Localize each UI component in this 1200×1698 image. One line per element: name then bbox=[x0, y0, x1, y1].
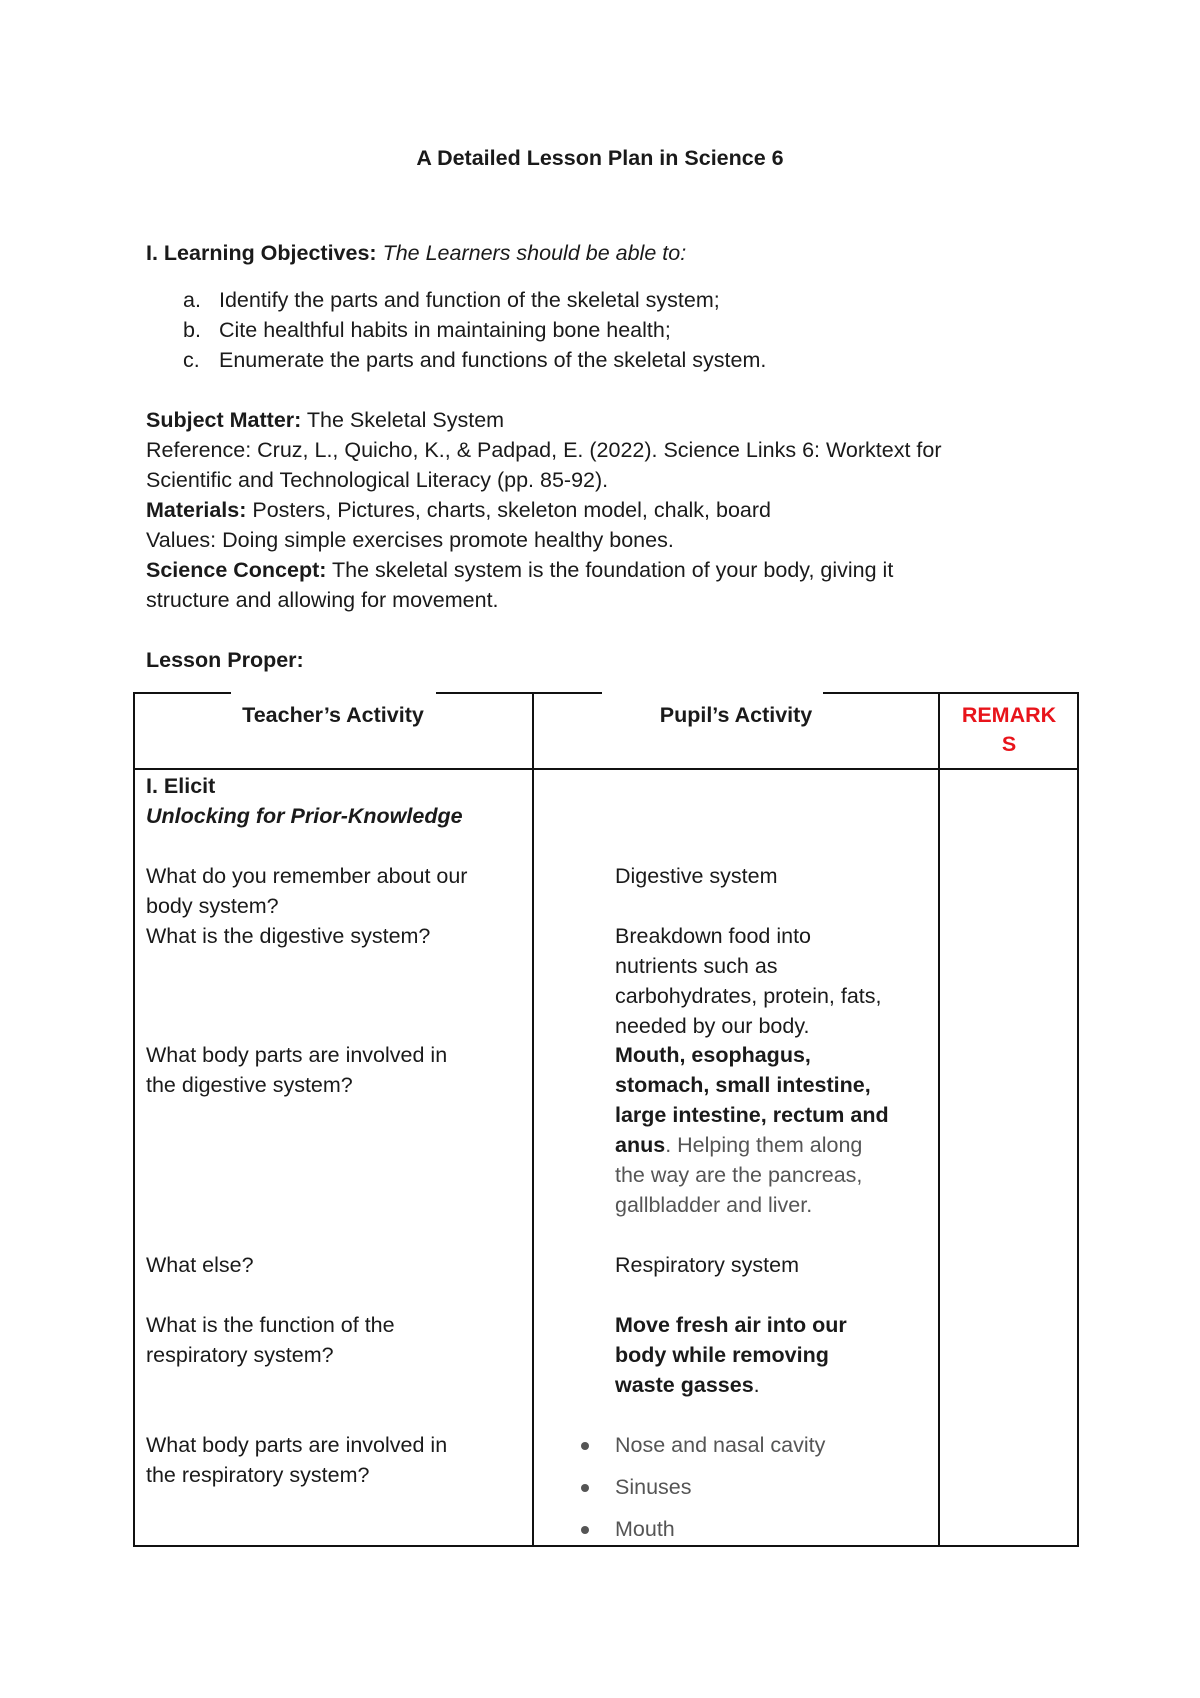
bullet-item bbox=[581, 1430, 589, 1460]
top-border-seg bbox=[1059, 692, 1079, 694]
pupil-bullet-3: Mouth bbox=[615, 1517, 675, 1541]
bullet-item bbox=[581, 1514, 589, 1544]
elicit-heading: I. Elicit bbox=[146, 774, 216, 798]
pupil-a2-line-3: carbohydrates, protein, fats, bbox=[615, 984, 882, 1008]
pupil-a3-line-4-rest: . Helping them along bbox=[665, 1133, 863, 1157]
pupil-a2-line-1: Breakdown food into bbox=[615, 924, 812, 948]
objectives-heading bbox=[146, 238, 686, 268]
pupil-a5-period: . bbox=[753, 1373, 760, 1397]
materials bbox=[146, 495, 771, 525]
teacher-q5-line-1: What is the function of the bbox=[146, 1313, 395, 1337]
teacher-q6-line-2: the respiratory system? bbox=[146, 1463, 370, 1487]
top-border-seg bbox=[133, 692, 231, 694]
objective-b-letter: b. bbox=[183, 318, 201, 342]
materials-value: Posters, Pictures, charts, skeleton model, chalk, board bbox=[252, 498, 771, 522]
objective-a-letter: a. bbox=[183, 288, 201, 312]
teacher-q1-line-1: What do you remember about our bbox=[146, 864, 468, 888]
pupil-a3-line-1: Mouth, esophagus, bbox=[615, 1043, 811, 1067]
teacher-q5-line-2: respiratory system? bbox=[146, 1343, 334, 1367]
top-border-seg bbox=[436, 692, 602, 694]
table-border-bottom bbox=[133, 1545, 1079, 1547]
pupil-a1: Digestive system bbox=[615, 864, 778, 888]
pupil-bullet-1: Nose and nasal cavity bbox=[615, 1433, 826, 1457]
pupil-a5-line-2: body while removing bbox=[615, 1343, 829, 1367]
teacher-q4: What else? bbox=[146, 1253, 254, 1277]
teacher-q3-line-2: the digestive system? bbox=[146, 1073, 353, 1097]
header-row-divider bbox=[133, 768, 1079, 770]
science-concept bbox=[146, 555, 893, 585]
bullet-dot-icon bbox=[581, 1442, 589, 1450]
header-remarks-line-1: REMARK bbox=[961, 703, 1057, 727]
pupil-a5-waste: waste gasses bbox=[615, 1373, 754, 1397]
concept-line-1: The skeletal system is the foundation of your body, giving it bbox=[332, 558, 894, 582]
pupil-a2-line-2: nutrients such as bbox=[615, 954, 778, 978]
subject-matter bbox=[146, 405, 504, 435]
concept-line-2: structure and allowing for movement. bbox=[146, 588, 499, 612]
top-border-seg bbox=[823, 692, 1075, 694]
objective-b-text: Cite healthful habits in maintaining bone health; bbox=[219, 318, 671, 342]
header-pupil: Pupil’s Activity bbox=[659, 703, 813, 727]
table-border-right bbox=[1077, 692, 1079, 1547]
objectives-intro: The Learners should be able to: bbox=[382, 241, 687, 265]
materials-label: Materials: bbox=[146, 498, 247, 522]
pupil-a3-line-2: stomach, small intestine, bbox=[615, 1073, 871, 1097]
reference-line-1: Reference: Cruz, L., Quicho, K., & Padpad, E. (2022). Science Links 6: Worktext for bbox=[146, 438, 942, 462]
table-divider-1 bbox=[532, 692, 534, 1547]
table-border-left bbox=[133, 692, 135, 1547]
table-divider-2 bbox=[938, 692, 940, 1547]
bullet-item bbox=[581, 1472, 589, 1502]
lesson-proper-heading: Lesson Proper: bbox=[146, 648, 304, 672]
values-line: Values: Doing simple exercises promote healthy bones. bbox=[146, 528, 674, 552]
subject-value: The Skeletal System bbox=[306, 408, 505, 432]
pupil-a2-line-4: needed by our body. bbox=[615, 1014, 810, 1038]
pupil-a5-line-3 bbox=[615, 1370, 760, 1400]
subject-label: Subject Matter: bbox=[146, 408, 302, 432]
objective-c-letter: c. bbox=[183, 348, 200, 372]
pupil-a3-line-3: large intestine, rectum and bbox=[615, 1103, 889, 1127]
pupil-a3-line-5: the way are the pancreas, bbox=[615, 1163, 863, 1187]
bullet-dot-icon bbox=[581, 1526, 589, 1534]
reference-line-2: Scientific and Technological Literacy (pp. 85-92). bbox=[146, 468, 609, 492]
page-title: A Detailed Lesson Plan in Science 6 bbox=[416, 146, 784, 170]
concept-label: Science Concept: bbox=[146, 558, 327, 582]
objective-a-text: Identify the parts and function of the skeletal system; bbox=[219, 288, 720, 312]
objective-c-text: Enumerate the parts and functions of the skeletal system. bbox=[219, 348, 767, 372]
pupil-a5-line-1: Move fresh air into our bbox=[615, 1313, 847, 1337]
teacher-q1-line-2: body system? bbox=[146, 894, 279, 918]
lesson-table bbox=[133, 692, 1079, 1547]
teacher-q6-line-1: What body parts are involved in bbox=[146, 1433, 448, 1457]
pupil-a4: Respiratory system bbox=[615, 1253, 799, 1277]
unlocking-heading: Unlocking for Prior-Knowledge bbox=[146, 804, 463, 828]
pupil-a3-line-6: gallbladder and liver. bbox=[615, 1193, 813, 1217]
teacher-q2: What is the digestive system? bbox=[146, 924, 431, 948]
bullet-dot-icon bbox=[581, 1484, 589, 1492]
teacher-q3-line-1: What body parts are involved in bbox=[146, 1043, 448, 1067]
header-teacher: Teacher’s Activity bbox=[242, 703, 424, 727]
pupil-a3-line-4 bbox=[615, 1130, 862, 1160]
objectives-label: I. Learning Objectives: bbox=[146, 241, 377, 265]
pupil-a3-anus: anus bbox=[615, 1133, 666, 1157]
pupil-bullet-2: Sinuses bbox=[615, 1475, 692, 1499]
header-remarks-line-2: S bbox=[1001, 732, 1017, 756]
